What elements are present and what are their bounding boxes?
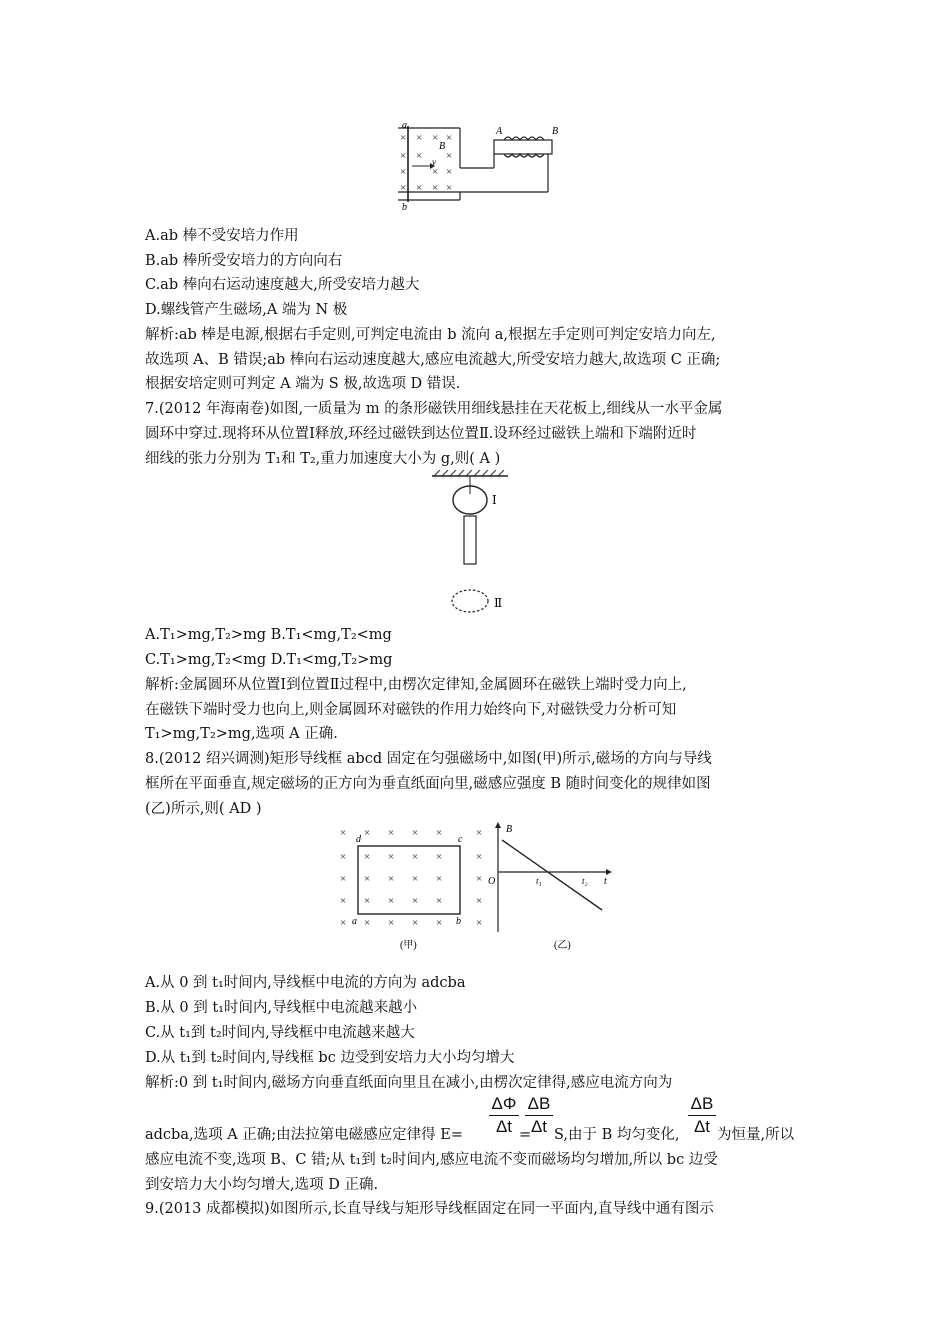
svg-text:×: × (388, 917, 395, 929)
svg-text:×: × (476, 895, 483, 907)
fraction-2-denominator: Δt (530, 1117, 548, 1136)
svg-text:×: × (432, 166, 439, 178)
svg-text:×: × (416, 150, 423, 162)
svg-text:×: × (364, 873, 371, 885)
label-position-I: Ⅰ (492, 493, 497, 507)
svg-text:×: × (412, 873, 419, 885)
q8-option-c: C.从 t₁到 t₂时间内,导线框中电流越来越大 (145, 1025, 415, 1041)
graph-label-O: O (488, 876, 496, 887)
svg-text:×: × (436, 895, 443, 907)
q7-stem-line-1: 7.(2012 年海南卷)如图,一质量为 m 的条形磁铁用细线悬挂在天花板上,细线从一水平金属 (145, 401, 723, 417)
svg-text:×: × (436, 917, 443, 929)
svg-text:×: × (436, 851, 443, 863)
fraction-1-denominator: Δt (495, 1117, 513, 1136)
q8-option-a: A.从 0 到 t₁时间内,导线框中电流的方向为 adcba (145, 975, 466, 991)
svg-text:×: × (388, 895, 395, 907)
q8-stem-line-3: (乙)所示,则( AD ) (145, 801, 262, 817)
svg-text:×: × (416, 182, 423, 194)
q6-solution-line-2: 故选项 A、B 错误;ab 棒向右运动速度越大,感应电流越大,所受安培力越大,故选项 C 正确; (145, 352, 721, 368)
svg-text:×: × (436, 873, 443, 885)
svg-text:×: × (446, 132, 453, 144)
svg-text:×: × (340, 873, 347, 885)
svg-text:×: × (340, 827, 347, 839)
q9-stem-line-1: 9.(2013 成都模拟)如图所示,长直导线与矩形导线框固定在同一平面内,直导线中通有图示 (145, 1201, 714, 1217)
svg-text:×: × (412, 895, 419, 907)
svg-text:×: × (416, 132, 423, 144)
q8-option-b: B.从 0 到 t₁时间内,导线框中电流越来越小 (145, 1000, 418, 1016)
q8-solution-line-4: 到安培力大小均匀增大,选项 D 正确. (145, 1177, 379, 1193)
caption-yi: (乙) (554, 940, 571, 951)
svg-text:×: × (476, 827, 483, 839)
q6-option-d: D.螺线管产生磁场,A 端为 N 极 (145, 302, 348, 318)
svg-text:×: × (432, 182, 439, 194)
svg-text:×: × (340, 895, 347, 907)
graph-label-t1: t₁ (536, 876, 542, 886)
label-a: a (402, 120, 407, 131)
svg-text:×: × (400, 166, 407, 178)
hanging-magnet-diagram (420, 470, 520, 618)
svg-text:×: × (476, 851, 483, 863)
q7-solution-line-3: T₁>mg,T₂>mg,选项 A 正确. (145, 726, 338, 742)
svg-text:×: × (400, 150, 407, 162)
svg-text:×: × (412, 917, 419, 929)
svg-text:×: × (446, 150, 453, 162)
svg-text:×: × (412, 851, 419, 863)
q8-solution-equals: = (519, 1127, 532, 1143)
figure-hanging-magnet (420, 470, 520, 618)
svg-text:×: × (340, 917, 347, 929)
svg-text:×: × (364, 895, 371, 907)
svg-text:×: × (388, 851, 395, 863)
label-solenoid-A: A (496, 126, 503, 137)
q6-option-a: A.ab 棒不受安培力作用 (145, 228, 299, 244)
svg-text:×: × (412, 827, 419, 839)
svg-text:×: × (476, 873, 483, 885)
rod-solenoid-diagram (388, 120, 568, 210)
svg-text:×: × (364, 917, 371, 929)
fraction-dphi-dt (489, 1094, 519, 1137)
svg-text:×: × (432, 132, 439, 144)
fraction-3-denominator: Δt (693, 1117, 711, 1136)
svg-text:×: × (364, 827, 371, 839)
q6-solution-line-3: 根据安培定则可判定 A 端为 S 极,故选项 D 错误. (145, 376, 461, 392)
label-b: b (402, 202, 407, 210)
q7-options-cd: C.T₁>mg,T₂<mg D.T₁<mg,T₂>mg (145, 652, 393, 668)
svg-text:×: × (400, 132, 407, 144)
loop-label-c: c (458, 834, 463, 845)
svg-text:×: × (400, 182, 407, 194)
q8-solution-line-3: 感应电流不变,选项 B、C 错;从 t₁到 t₂时间内,感应电流不变而磁场均匀增加,所以 bc 边受 (145, 1152, 718, 1168)
graph-label-t: t (604, 876, 607, 887)
q8-solution-line-2c: S,由于 B 均匀变化, (554, 1127, 680, 1143)
fraction-1-numerator: ΔΦ (491, 1094, 517, 1113)
label-position-II: Ⅱ (494, 596, 503, 610)
loop-label-d: d (356, 834, 361, 845)
q7-solution-line-2: 在磁铁下端时受力也向上,则金属圆环对磁铁的作用力始终向下,对磁铁受力分析可知 (145, 702, 677, 718)
svg-text:×: × (364, 851, 371, 863)
loop-label-a: a (352, 916, 357, 927)
q8-solution-line-1: 解析:0 到 t₁时间内,磁场方向垂直纸面向里且在减小,由楞次定律得,感应电流方向为 (145, 1075, 673, 1091)
svg-text:×: × (340, 851, 347, 863)
q8-option-d: D.从 t₁到 t₂时间内,导线框 bc 边受到安培力大小均匀增大 (145, 1050, 515, 1066)
svg-text:×: × (388, 827, 395, 839)
figure-loop-and-graph (336, 820, 626, 956)
q7-options-ab: A.T₁>mg,T₂>mg B.T₁<mg,T₂<mg (145, 627, 392, 643)
figure-rod-solenoid (388, 120, 568, 210)
caption-jia: (甲) (400, 940, 417, 951)
q6-option-c: C.ab 棒向右运动速度越大,所受安培力越大 (145, 277, 420, 293)
q8-stem-line-2: 框所在平面垂直,规定磁场的正方向为垂直纸面向里,磁感应强度 B 随时间变化的规律如图 (145, 776, 711, 792)
svg-text:×: × (436, 827, 443, 839)
fraction-db-dt-2 (688, 1094, 716, 1137)
fraction-2-numerator: ΔB (527, 1094, 551, 1113)
loop-label-b: b (456, 916, 461, 927)
q7-solution-line-1: 解析:金属圆环从位置Ⅰ到位置Ⅱ过程中,由楞次定律知,金属圆环在磁铁上端时受力向上, (145, 677, 687, 693)
q7-stem-line-3: 细线的张力分别为 T₁和 T₂,重力加速度大小为 g,则( A ) (145, 451, 501, 467)
q8-solution-line-2d: 为恒量,所以 (717, 1127, 795, 1143)
svg-text:×: × (446, 166, 453, 178)
graph-label-t2: t₂ (582, 876, 588, 886)
q6-solution-line-1: 解析:ab 棒是电源,根据右手定则,可判定电流由 b 流向 a,根据左手定则可判定安培力向左, (145, 327, 716, 343)
fraction-3-numerator: ΔB (690, 1094, 714, 1113)
q7-stem-line-2: 圆环中穿过.现将环从位置Ⅰ释放,环经过磁铁到达位置Ⅱ.设环经过磁铁上端和下端附近时 (145, 426, 697, 442)
svg-text:×: × (446, 182, 453, 194)
q8-solution-line-2a: adcba,选项 A 正确;由法拉第电磁感应定律得 E= (145, 1127, 464, 1143)
graph-label-B: B (506, 824, 513, 835)
label-solenoid-B: B (552, 126, 559, 137)
svg-text:×: × (388, 873, 395, 885)
label-field-B: B (439, 141, 446, 152)
loop-and-graph-diagram (336, 820, 626, 956)
q6-option-b: B.ab 棒所受安培力的方向向右 (145, 253, 343, 269)
label-v: v (432, 157, 436, 167)
q8-stem-line-1: 8.(2012 绍兴调测)矩形导线框 abcd 固定在匀强磁场中,如图(甲)所示,磁场的方向与导线 (145, 751, 712, 767)
svg-text:×: × (476, 917, 483, 929)
